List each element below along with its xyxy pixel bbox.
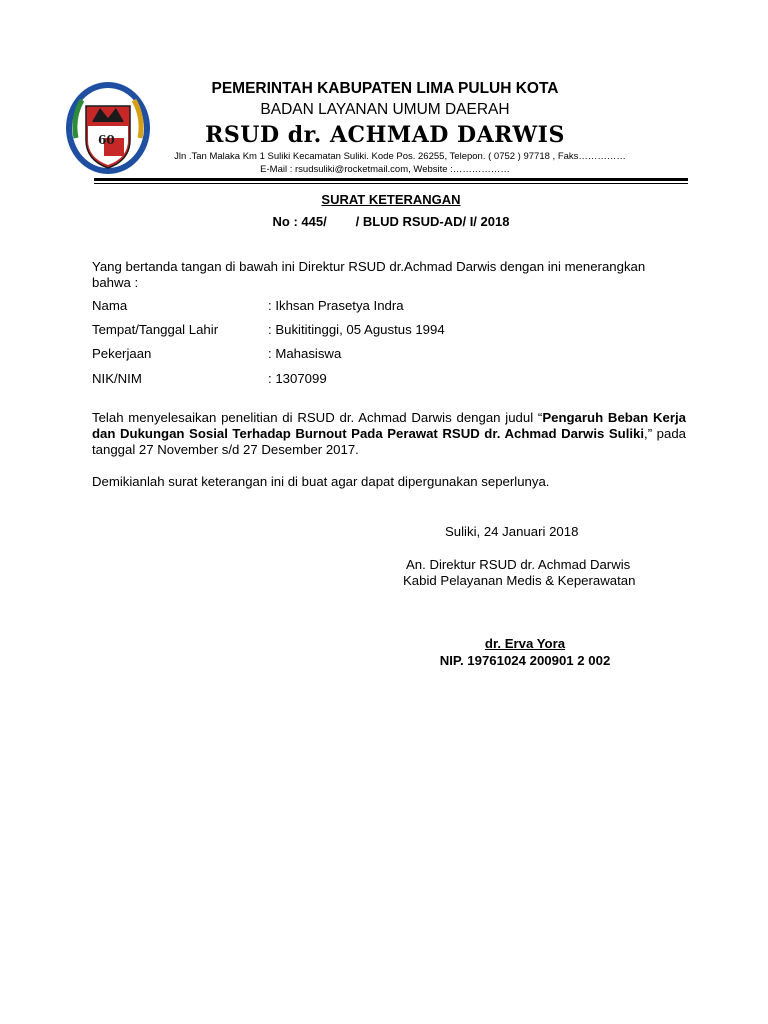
research-prefix: Telah menyelesaikan penelitian di RSUD dr. Achmad Darwis dengan judul “ bbox=[92, 410, 543, 425]
hospital-address: Jln .Tan Malaka Km 1 Suliki Kecamatan Suliki. Kode Pos. 26255, Telepon. ( 0752 ) 97718 , Faks…………… bbox=[174, 151, 626, 162]
signatory-nip: NIP. 19761024 200901 2 002 bbox=[439, 653, 611, 668]
research-title: Pengaruh Beban Kerja dan Dukungan Sosial Terhadap Burnout Pada Perawat RSUD dr. Achmad Darwis Suliki bbox=[92, 410, 686, 441]
signature-role-line1: An. Direktur RSUD dr. Achmad Darwis bbox=[406, 557, 631, 572]
field-value-id: : 1307099 bbox=[268, 371, 327, 386]
intro-paragraph: Yang bertanda tangan di bawah ini Direktur RSUD dr.Achmad Darwis dengan ini menerangkan bahwa : bbox=[92, 259, 646, 290]
field-label-birth: Tempat/Tanggal Lahir bbox=[92, 322, 219, 337]
field-value-birth: : Bukititinggi, 05 Agustus 1994 bbox=[268, 322, 445, 337]
signatory-name: dr. Erva Yora bbox=[484, 636, 566, 651]
field-label-name: Nama bbox=[92, 298, 128, 313]
document-number: No : 445/ / BLUD RSUD-AD/ I/ 2018 bbox=[272, 214, 510, 229]
letterhead-rule-thick bbox=[94, 178, 688, 181]
field-label-id: NIK/NIM bbox=[92, 371, 142, 386]
signature-place-date: Suliki, 24 Januari 2018 bbox=[445, 524, 579, 539]
field-value-occupation: : Mahasiswa bbox=[268, 346, 342, 361]
research-suffix: ,” pada tanggal 27 November s/d 27 Desember 2017. bbox=[92, 426, 686, 457]
government-name: PEMERINTAH KABUPATEN LIMA PULUH KOTA bbox=[211, 80, 559, 97]
research-paragraph bbox=[92, 410, 686, 458]
field-value-name: : Ikhsan Prasetya Indra bbox=[268, 298, 404, 313]
hospital-email: E-Mail : rsudsuliki@rocketmail.com, Website :……………… bbox=[260, 164, 510, 175]
signature-role-line2: Kabid Pelayanan Medis & Keperawatan bbox=[403, 573, 636, 588]
hospital-name: RSUD dr. ACHMAD DARWIS bbox=[205, 122, 565, 148]
agency-name: BADAN LAYANAN UMUM DAERAH bbox=[260, 101, 510, 118]
document-title: SURAT KETERANGAN bbox=[321, 192, 461, 207]
closing-paragraph: Demikianlah surat keterangan ini di buat agar dapat dipergunakan seperlunya. bbox=[92, 474, 550, 489]
logo-number: 60 bbox=[98, 133, 115, 147]
letterhead-rule-thin bbox=[94, 183, 688, 184]
field-label-occupation: Pekerjaan bbox=[92, 346, 152, 361]
